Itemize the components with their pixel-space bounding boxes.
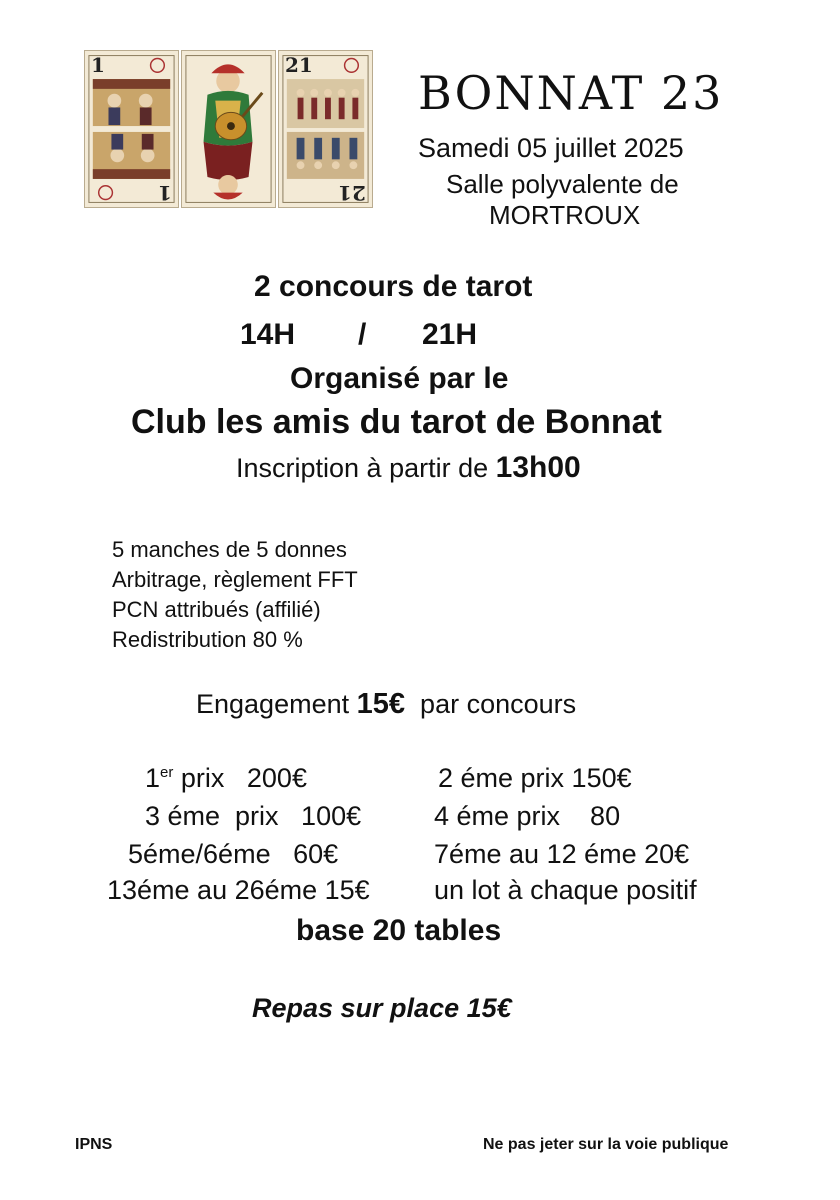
prize-7: 13éme au 26éme 15€ xyxy=(107,875,370,905)
rule-item: 5 manches de 5 donnes xyxy=(112,537,347,562)
fee-prefix: Engagement xyxy=(196,689,350,719)
fee-amount: 15€ xyxy=(356,688,406,720)
card-number-inverted: 1 xyxy=(158,181,172,205)
prize-5: 5éme/6éme 60€ xyxy=(128,839,339,869)
prize-1-suffix: er xyxy=(160,764,174,781)
event-headline: 2 concours de tarot xyxy=(254,270,533,303)
tarot-card-petit xyxy=(84,50,179,208)
time-second: 21H xyxy=(422,318,478,351)
rules-list xyxy=(112,535,358,655)
prize-2: 2 éme prix 150€ xyxy=(438,763,632,793)
tarot-card-excuse-illustration xyxy=(182,51,275,207)
fee-suffix: par concours xyxy=(420,689,577,719)
prize-3: 3 éme prix 100€ xyxy=(145,801,362,831)
prize-1-amount: prix 200€ xyxy=(180,763,307,793)
tarot-card-excuse xyxy=(181,50,276,208)
footer-ipns: IPNS xyxy=(75,1136,113,1153)
meal-info: Repas sur place 15€ xyxy=(252,993,512,1023)
registration-prefix: Inscription à partir de xyxy=(236,453,489,483)
card-number: 1 xyxy=(91,53,105,77)
table-base: base 20 tables xyxy=(296,914,502,947)
card-number-inverted: 21 xyxy=(338,181,366,205)
venue-line-1: Salle polyvalente de xyxy=(446,169,679,199)
event-date: Samedi 05 juillet 2025 xyxy=(418,133,684,163)
registration-time: 13h00 xyxy=(495,451,581,484)
time-separator: / xyxy=(358,318,367,351)
time-first: 14H xyxy=(240,318,296,351)
entry-fee xyxy=(196,688,576,721)
card-number: 21 xyxy=(285,53,313,77)
registration xyxy=(236,451,581,485)
tarot-card-monde xyxy=(278,50,373,208)
rule-item: Arbitrage, règlement FFT xyxy=(112,567,358,592)
prize-4: 4 éme prix 80 xyxy=(434,801,621,831)
prize-8: un lot à chaque positif xyxy=(434,875,697,905)
rule-item: PCN attribués (affilié) xyxy=(112,597,321,622)
prize-1-rank: 1 xyxy=(145,763,161,793)
organised-by: Organisé par le xyxy=(290,362,509,395)
event-title: BONNAT 23 xyxy=(418,66,724,120)
rule-item: Redistribution 80 % xyxy=(112,627,303,652)
venue-line-2: MORTROUX xyxy=(489,200,641,230)
prize-6: 7éme au 12 éme 20€ xyxy=(434,839,690,869)
club-name: Club les amis du tarot de Bonnat xyxy=(131,403,662,441)
prize-1 xyxy=(145,763,307,794)
footer-notice: Ne pas jeter sur la voie publique xyxy=(483,1136,729,1153)
